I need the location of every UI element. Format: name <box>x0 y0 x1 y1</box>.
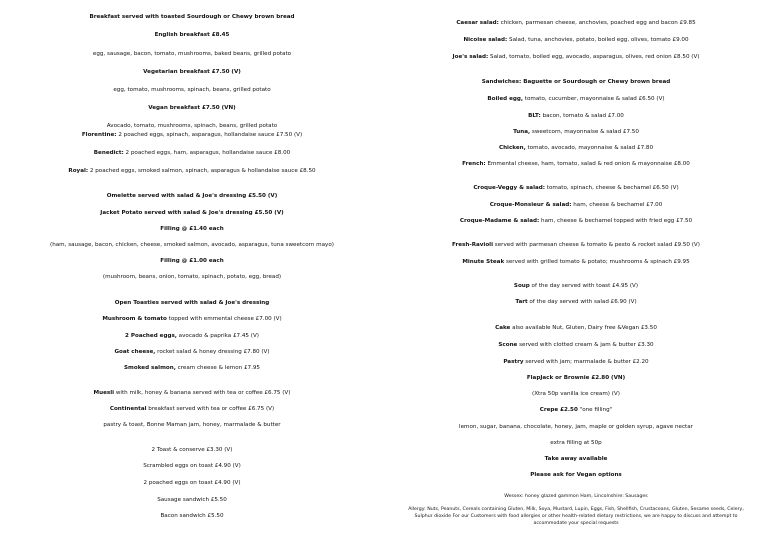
menu-line: Boiled egg, tomato, cucumber, mayonnaise & salad £6.50 (V) <box>487 96 665 102</box>
menu-line: extra filling at 50p <box>550 440 602 446</box>
menu-line: FlapJack or Brownie £2.80 (VN) <box>526 375 626 381</box>
menu-line: Breakfast served with toasted Sourdough or Chewy brown bread <box>89 14 295 20</box>
menu-line: Sausage sandwich £5.50 <box>157 497 227 503</box>
menu-line: Royal: 2 poached eggs, smoked salmon, spinach, asparagus & hollandaise sauce £8.50 <box>68 168 316 174</box>
menu-line: Minute Steak served with grilled tomato & potato; mushrooms & spinach £9.95 <box>462 259 690 265</box>
menu-line: Bacon sandwich £5.50 <box>160 513 224 519</box>
menu-line: Jacket Potato served with salad & Joe's dressing £5.50 (V) <box>100 210 284 216</box>
menu-line: Take away available <box>544 456 608 462</box>
menu-line: pastry & toast, Bonne Maman jam, honey, marmalade & butter <box>103 422 281 428</box>
menu-line: Filling @ £1.40 each <box>160 226 224 232</box>
source-note: Wessex: honey glazed gammon Ham, Lincolnshire: Sausages <box>504 494 648 499</box>
menu-line: BLT: bacon, tomato & salad £7.00 <box>528 113 624 119</box>
menu-line: Tuna, sweetcorn, mayonnaise & salad £7.50 <box>513 129 639 135</box>
menu-line: Caesar salad: chicken, parmesan cheese, anchovies, poached egg and bacon £9.85 <box>456 20 696 26</box>
menu-line: Scrambled eggs on toast £4.90 (V) <box>143 463 241 469</box>
menu-line: Croque-Veggy & salad: tomato, spinach, cheese & bechamel £6.50 (V) <box>473 185 679 191</box>
allergy-note: Allergy: Nuts, Peanuts, Cereals containing Gluten, Milk, Soya, Mustard, Lupin, Eggs, Fish, Shellfish, Crustaceans, Gluten, Sesame seeds, Celery, Sulphur dioxide For our Customers with food allergies or other health-related dietary restrictions, we are happy to discuss and attempt to accommodate your special requests <box>408 507 744 526</box>
menu-line: (Xtra 50p vanilla ice cream) (V) <box>532 391 620 397</box>
menu-line: Benedict: 2 poached eggs, ham, asparagus, hollandaise sauce £8.00 <box>93 150 291 156</box>
menu-line: Crepe £2.50 "one filling" <box>539 407 613 413</box>
menu-line: Croque-Madame & salad: ham, cheese & bechamel topped with fried egg £7.50 <box>459 218 693 224</box>
menu-line: Please ask for Vegan options <box>530 472 622 478</box>
menu-line: egg, sausage, bacon, tomato, mushrooms, baked beans, grilled potato <box>92 51 292 57</box>
menu-line: Smoked salmon, cream cheese & lemon £7.95 <box>124 365 260 371</box>
menu-line: (mushroom, beans, onion, tomato, spinach, potato, egg, bread) <box>102 274 282 280</box>
menu-line: Goat cheese, rocket salad & honey dressing £7.80 (V) <box>114 349 270 355</box>
menu-line: 2 Toast & conserve £3.30 (V) <box>151 447 233 453</box>
menu-line: Joe's salad: Salad, tomato, boiled egg, avocado, asparagus, olives, red onion £8.50 (V) <box>452 54 700 60</box>
menu-line: Soup of the day served with toast £4.95 (V) <box>513 283 639 289</box>
menu-line: Cake also available Nut, Gluten, Dairy free &Vegan £3.50 <box>495 325 657 331</box>
menu-line: Florentine: 2 poached eggs, spinach, asparagus, hollandaise sauce £7.50 (V) <box>81 132 303 138</box>
menu-line: Vegan breakfast £7.50 (VN) <box>148 105 236 111</box>
menu-line: Croque-Monsieur & salad: ham, cheese & bechamel £7.00 <box>489 202 663 208</box>
menu-line: (ham, sausage, bacon, chicken, cheese, smoked salmon, avocado, asparagus, tuna sweetcorn mayo) <box>50 242 334 248</box>
menu-line: 2 Poached eggs, avocado & paprika £7.45 (V) <box>125 333 259 339</box>
menu-line: Nicoise salad: Salad, tuna, anchovies, potato, boiled egg, olives, tomato £9.00 <box>463 37 689 43</box>
menu-line: Sandwiches: Baguette or Sourdough or Chewy brown bread <box>481 79 671 85</box>
menu-line: Vegetarian breakfast £7.50 (V) <box>143 69 241 75</box>
menu-line: Continental breakfast served with tea or coffee £6.75 (V) <box>109 406 275 412</box>
menu-line: Omelette served with salad & Joe's dressing £5.50 (V) <box>106 193 278 199</box>
menu-line: Muesli with milk, honey & banana served with tea or coffee £6.75 (V) <box>93 390 291 396</box>
menu-line: English breakfast £8.45 <box>154 32 230 38</box>
menu-line: Tart of the day served with salad £6.90 (V) <box>515 299 637 305</box>
menu-line: Avocado, tomato, mushrooms, spinach, beans, grilled potato <box>106 123 278 129</box>
menu-line: Scone served with clotted cream & jam & butter £3.30 <box>498 342 654 348</box>
menu-line: French: Emmental cheese, ham, tomato, salad & red onion & mayonnaise £8.00 <box>462 161 690 167</box>
menu-line: lemon, sugar, banana, chocolate, honey, jam, maple or golden syrup, agave nectar <box>459 424 693 430</box>
menu-line: 2 poached eggs on toast £4.90 (V) <box>143 480 241 486</box>
menu-line: Fresh-Ravioli served with parmesan cheese & tomato & pesto & rocket salad £9.50 (V) <box>452 242 700 248</box>
menu-line: Chicken, tomato, avocado, mayonnaise & salad £7.80 <box>498 145 654 151</box>
menu-line: Pastry served with jam; marmalade & butter £2.20 <box>503 359 649 365</box>
menu-line: Filling @ £1.00 each <box>160 258 224 264</box>
menu-line: Mushroom & tomato topped with emmental cheese £7.00 (V) <box>102 316 282 322</box>
menu-line: Open Toasties served with salad & Joe's dressing <box>114 300 270 306</box>
menu-line: egg, tomato, mushrooms, spinach, beans, grilled potato <box>113 87 271 93</box>
